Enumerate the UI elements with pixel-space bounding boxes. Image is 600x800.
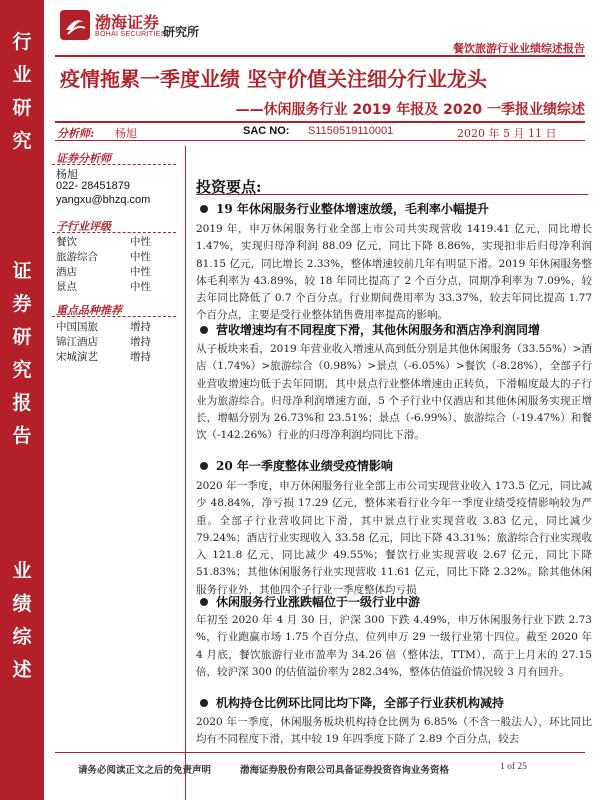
side-band-label-2: 证 券 研 究 报 告 bbox=[12, 260, 32, 447]
analyst-email[interactable]: yangxu@bhzq.com bbox=[56, 194, 151, 206]
section-body: 2019 年，申万休闲服务行业全部上市公司共实现营收 1419.41 亿元，同比增长 1.47%，实现归母净利润 88.09 亿元，同比下降 8.86%，实现扣非后归母净利润 81.15 亿元，同比增长 2.33%，整体增速较前几年有明显下滑。2019 年休闲服务整体毛利率为 43.89%，较 18 年同比提高了 2 个百分点，同期净利率为 7.09%，较去年同比降低了 0.7 个百分点。行业期间费用率为 33.37%，较去年同比提高 1.77 个百分点，主要是受行业整体销售费用率提高的影响。 bbox=[196, 223, 592, 322]
stock-row: 中国国旅 增持 bbox=[56, 321, 151, 333]
analyst-name: 杨旭 bbox=[115, 127, 137, 140]
logo-name-en: BOHAI SECURITIES bbox=[95, 31, 166, 38]
bohai-logo-icon bbox=[60, 10, 90, 40]
report-date: 2020 年 5 月 11 日 bbox=[457, 127, 557, 140]
rating-section-title: 子行业评级 bbox=[56, 220, 111, 233]
report-subtitle: ——休闲服务行业 2019 年报及 2020 一季报业绩综述 bbox=[235, 102, 585, 118]
section-heading: 休闲服务行业涨跌幅位于一级行业中游 bbox=[196, 593, 592, 610]
disclaimer-notice: 请务必阅读正文之后的免责声明 bbox=[78, 765, 212, 776]
bullet-icon bbox=[200, 205, 208, 213]
bullet-icon bbox=[200, 699, 208, 707]
key-points-divider bbox=[196, 194, 588, 195]
key-points-title: 投资要点: bbox=[196, 178, 262, 196]
bullet-icon bbox=[200, 598, 208, 606]
page-number: 1 of 25 bbox=[500, 762, 527, 772]
bullet-icon bbox=[200, 462, 208, 470]
side-band-label-3: 业 绩 综 述 bbox=[12, 560, 32, 681]
info-sidebar bbox=[52, 146, 186, 800]
analyst-label: 分析师: bbox=[57, 127, 95, 140]
rating-row: 酒店 中性 bbox=[56, 266, 151, 278]
section-heading: 19 年休闲服务行业整体增速放缓，毛利率小幅提升 bbox=[196, 200, 592, 217]
sidebar-analyst-name: 杨旭 bbox=[56, 169, 78, 181]
header-divider bbox=[55, 55, 585, 57]
sac-number: S1150519110001 bbox=[308, 125, 394, 137]
section-body: 2020 年一季度，休闲服务板块机构持仓比例为 6.85%（不含一般法人），环比同比均有不同程度下滑，其中较 19 年四季度下降了 2.89 个百分点，较去 bbox=[196, 716, 592, 746]
meta-bar bbox=[55, 121, 585, 141]
sidebar-divider bbox=[52, 316, 176, 317]
stock-row: 锦江酒店 增持 bbox=[56, 336, 151, 348]
license-notice: 渤海证券股份有限公司具备证券投资咨询业务资格 bbox=[240, 765, 450, 776]
stock-row: 宋城演艺 增持 bbox=[56, 351, 151, 363]
analyst-phone: 022- 28451879 bbox=[56, 180, 131, 192]
section-body: 年初至 2020 年 4 月 30 日，沪深 300 下跌 4.49%，申万休闲服务行业下跌 2.73 %，行业跑赢市场 1.75 个百分点，位列申万 29 一级行业第十四位。截至 2020 年 4 月底，餐饮旅游行业市盈率为 34.26 倍（整体法，TTM），高于上月末的 27.15 倍，较沪深 300 的估值溢价率为 282.34%，整体估值溢价情况较 3 月有回升。 bbox=[196, 614, 592, 678]
stock-section-title: 重点品种推荐 bbox=[56, 304, 122, 317]
analyst-section-title: 证券分析师 bbox=[56, 152, 111, 165]
sidebar-divider bbox=[52, 232, 176, 233]
sac-label: SAC NO: bbox=[243, 125, 290, 137]
side-band-label-1: 行 业 研 究 bbox=[12, 31, 32, 152]
section-body: 2020 年一季度，申万休闲服务行业全部上市公司实现营业收入 173.5 亿元，同比减少 48.84%，净亏损 17.29 亿元，整体来看行业今年一季度业绩受疫情影响较为严重。全部子行业营收同比下滑，其中景点行业实现营收 3.83 亿元，同比减少 79.24%；酒店行业实现收入 33.58 亿元，同比下降 43.31%；旅游综合行业实现收入 121.8 亿元，同比减少 49.55%；餐饮行业实现营收 2.67 亿元，同比下降 51.83%；其他休闲服务行业实现营收 11.61 亿元，同比下降 2.32%。除其他休闲服务行业外，其他四个子行业一季度整体均亏损 bbox=[196, 480, 592, 596]
report-title: 疫情拖累一季度业绩 坚守价值关注细分行业龙头 bbox=[60, 67, 487, 91]
section-body: 从子板块来看，2019 年营业收入增速从高到低分别是其他休闲服务（33.55%）>酒店（1.74%）>旅游综合（0.98%）>景点（-6.05%）>餐饮（-8.28%），全部子行业营收增速均低于去年同期，其中景点行业整体增速由正转负，下滑幅度最大的子行业为旅游综合。归母净利润增速方面，5 个子行业中仅酒店和其他休闲服务实现正增长，增幅分别为 26.73%和 23.51%；景点（-6.99%）、旅游综合（-19.47%）和餐饮（-142.26%）行业的归母净利润均同比下滑。 bbox=[196, 343, 592, 442]
sidebar-divider bbox=[52, 164, 176, 165]
institute-label: 研究所 bbox=[163, 25, 200, 39]
logo-name-cn: 渤海证券 bbox=[95, 13, 160, 32]
bullet-icon bbox=[200, 326, 208, 334]
section-heading: 20 年一季度整体业绩受疫情影响 bbox=[196, 457, 592, 474]
report-type: 餐饮旅游行业业绩综述报告 bbox=[453, 42, 585, 55]
rating-row: 餐饮 中性 bbox=[56, 236, 151, 248]
section-heading: 营收增速均有不同程度下滑，其他休闲服务和酒店净利润同增 bbox=[196, 321, 592, 338]
rating-row: 旅游综合 中性 bbox=[56, 251, 151, 263]
footer-divider bbox=[55, 752, 585, 753]
section-heading: 机构持仓比例环比同比均下降，全部子行业获机构减持 bbox=[196, 694, 592, 711]
rating-row: 景点 中性 bbox=[56, 281, 151, 293]
